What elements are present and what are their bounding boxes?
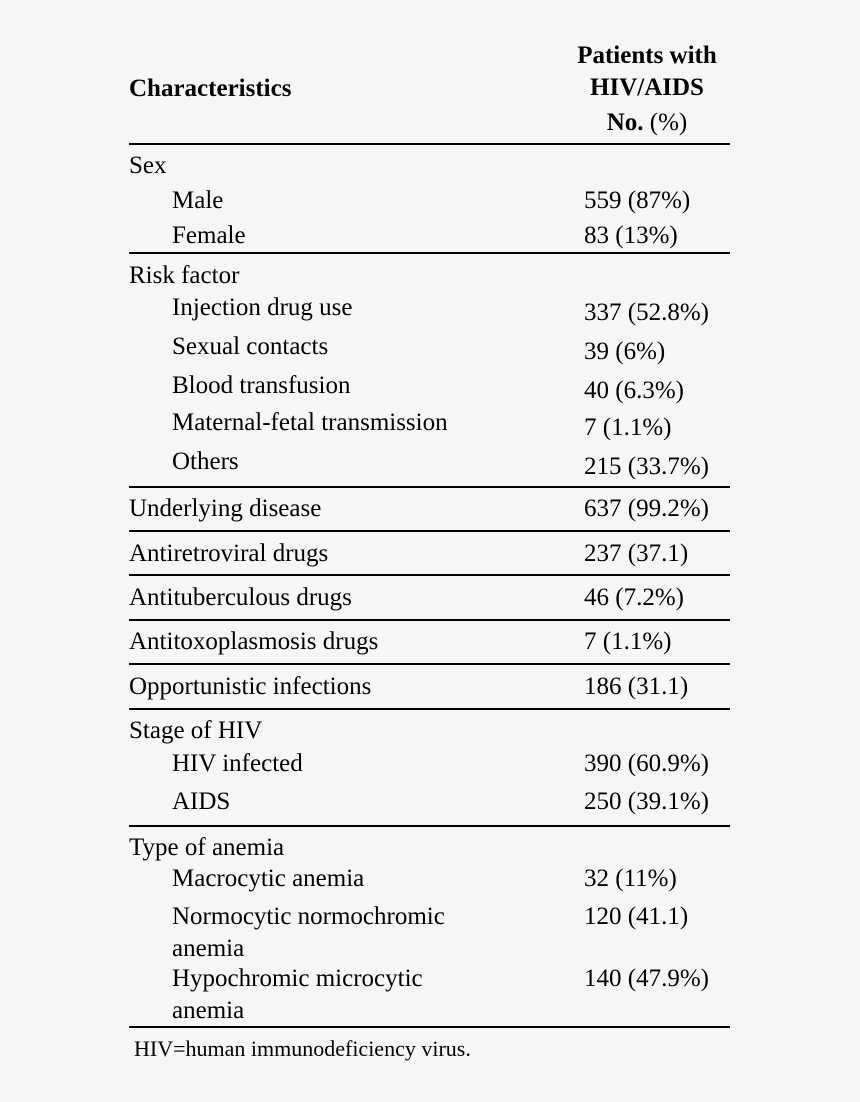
- row-value: 390 (60.9%): [584, 750, 709, 777]
- row-value: 237 (37.1): [584, 540, 689, 567]
- row-value: 46 (7.2%): [584, 584, 684, 611]
- row-label: Male: [172, 187, 224, 214]
- row-value: 637 (99.2%): [584, 495, 709, 522]
- group-stage-of-hiv: [129, 710, 730, 827]
- row-value: 7 (1.1%): [584, 628, 672, 655]
- header-col-pct: (%): [649, 109, 688, 136]
- row-opportunistic-infections: [129, 665, 730, 710]
- row-antiretroviral-drugs: [129, 532, 730, 576]
- header-col-line2: HIV/AIDS: [590, 74, 704, 101]
- header-col-line3: [567, 107, 727, 139]
- row-label: Antituberculous drugs: [129, 584, 352, 611]
- row-label: Antitoxoplasmosis drugs: [129, 628, 379, 655]
- row-label: HIV infected: [172, 750, 303, 777]
- characteristics-table: [129, 0, 730, 1028]
- row-value: 140 (47.9%): [584, 965, 709, 992]
- header-col-no: No.: [606, 109, 644, 136]
- row-value: 32 (11%): [584, 865, 677, 892]
- row-label: Blood transfusion: [172, 372, 351, 399]
- table-footnote: HIV=human immunodeficiency virus.: [134, 1036, 471, 1061]
- row-label: Opportunistic infections: [129, 673, 372, 700]
- group-title-risk: Risk factor: [129, 262, 240, 289]
- header-patients-column: [567, 40, 727, 139]
- row-value: 250 (39.1%): [584, 788, 709, 815]
- row-value: 7 (1.1%): [584, 414, 672, 441]
- table-header: [129, 0, 730, 145]
- row-value: 337 (52.8%): [584, 299, 709, 326]
- header-characteristics: Characteristics: [129, 75, 292, 102]
- row-value: 186 (31.1): [584, 673, 689, 700]
- row-antituberculous-drugs: [129, 576, 730, 621]
- row-value: 39 (6%): [584, 338, 666, 365]
- row-value: 215 (33.7%): [584, 453, 709, 480]
- row-label: Female: [172, 222, 246, 249]
- row-label: Underlying disease: [129, 495, 322, 522]
- row-label-continued: anemia: [172, 997, 245, 1024]
- group-title-stage: Stage of HIV: [129, 717, 263, 744]
- row-underlying-disease: [129, 488, 730, 532]
- group-risk-factor: [129, 254, 730, 488]
- group-sex: [129, 145, 730, 254]
- row-label: Normocytic normochromic: [172, 903, 445, 930]
- row-label: AIDS: [172, 788, 231, 815]
- group-title-anemia: Type of anemia: [129, 834, 285, 861]
- row-value: 40 (6.3%): [584, 377, 684, 404]
- header-col-line1: Patients with: [577, 42, 717, 69]
- row-value: 559 (87%): [584, 187, 691, 214]
- row-label-continued: anemia: [172, 935, 245, 962]
- row-label: Hypochromic microcytic: [172, 965, 423, 992]
- row-label: Macrocytic anemia: [172, 865, 365, 892]
- row-label: Antiretroviral drugs: [129, 540, 329, 567]
- row-value: 120 (41.1): [584, 903, 689, 930]
- row-label: Maternal-fetal transmission: [172, 409, 448, 436]
- row-value: 83 (13%): [584, 222, 678, 249]
- row-label: Others: [172, 448, 239, 475]
- group-type-of-anemia: [129, 827, 730, 1028]
- row-label: Injection drug use: [172, 294, 353, 321]
- row-label: Sexual contacts: [172, 333, 329, 360]
- row-antitoxoplasmosis-drugs: [129, 621, 730, 665]
- group-title-sex: Sex: [129, 152, 167, 179]
